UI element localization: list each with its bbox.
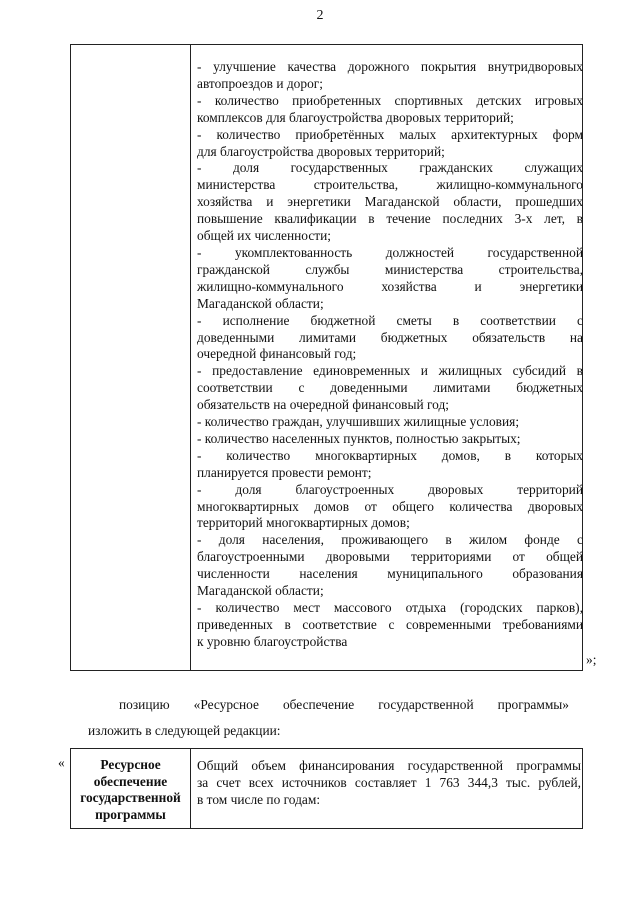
indicator-line: - предоставление единовременных и жилищных субсидий в (197, 363, 583, 379)
heading-line: Ресурсное (100, 757, 161, 772)
indicator-line: к уровню благоустройства (197, 633, 348, 649)
table-column-divider (190, 749, 191, 828)
indicator-line: - доля населения, проживающего в жилом фонде с (197, 532, 583, 548)
indicator-line: для благоустройства дворовых территорий; (197, 143, 445, 159)
heading-line: обеспечение (93, 773, 168, 789)
resource-description (197, 757, 581, 808)
indicator-line: приведенных в соответствие с современными требованиями (197, 616, 583, 632)
resource-heading (71, 757, 190, 823)
indicator-line: - количество многоквартирных домов, в которых (197, 447, 583, 463)
instruction-paragraph: изложить в следующей редакции: (88, 723, 281, 738)
indicator-line: повышение квалификации в течение последних 3-х лет, в (197, 211, 583, 227)
indicator-line: численности населения муниципального образования (197, 566, 583, 582)
indicator-line: общей их численности; (197, 228, 331, 244)
indicator-item (197, 600, 583, 651)
indicator-line: очередной финансовый год; (197, 346, 357, 362)
indicator-item (197, 313, 583, 364)
description-line: за счет всех источников составляет 1 763 344,3 тыс. рублей, (197, 775, 581, 790)
indicators-table (70, 44, 583, 671)
indicator-line: - улучшение качества дорожного покрытия внутридворовых (197, 59, 583, 74)
page-number: 2 (316, 8, 324, 23)
indicator-line: жилищно-коммунального хозяйства и энергетики (197, 278, 583, 294)
indicator-line: - исполнение бюджетной сметы в соответствии с (197, 312, 583, 328)
indicator-line: благоустроенными дворовыми территориями от общей (197, 549, 583, 565)
indicator-item (197, 363, 583, 414)
indicator-line: - укомплектованность должностей государственной (197, 244, 583, 260)
heading-line: программы (95, 806, 166, 822)
indicator-line: автопроездов и дорог; (197, 75, 323, 91)
indicator-line: доведенными лимитами бюджетных обязательств на (197, 329, 583, 345)
indicator-item (197, 59, 583, 93)
indicator-line: - количество граждан, улучшивших жилищные условия; (197, 414, 520, 430)
indicator-line: Магаданской области; (197, 583, 324, 599)
indicators-list (197, 59, 583, 651)
indicator-line: - количество населенных пунктов, полностью закрытых; (197, 430, 521, 446)
indicator-item (197, 127, 583, 161)
description-line: Общий объем финансирования государственной программы (197, 758, 581, 773)
resource-table (70, 748, 583, 829)
position-paragraph: позицию «Ресурсное обеспечение государственной программы» (119, 697, 569, 712)
indicator-item (197, 93, 583, 127)
heading-line: государственной (80, 790, 181, 805)
indicator-line: гражданской службы министерства строительства, (197, 261, 583, 277)
indicator-line: территорий многоквартирных домов; (197, 515, 410, 531)
indicator-line: - количество мест массового отдыха (городских парков), (197, 600, 583, 615)
description-line: в том числе по годам: (197, 792, 321, 807)
table-column-divider (190, 45, 191, 670)
indicator-line: Магаданской области; (197, 295, 324, 311)
indicator-line: министерства строительства, жилищно-коммунального (197, 177, 583, 193)
indicator-item (197, 160, 583, 245)
opening-quote: « (58, 755, 65, 770)
indicator-item (197, 245, 583, 313)
indicator-line: планируется провести ремонт; (197, 464, 372, 480)
indicator-line: комплексов для благоустройства дворовых территорий; (197, 109, 514, 125)
indicator-line: обязательств на очередной финансовый год; (197, 397, 449, 413)
closing-quote: »; (586, 652, 597, 667)
indicator-line: - доля благоустроенных дворовых территорий (197, 481, 583, 497)
indicator-line: - количество приобретённых малых архитектурных форм (197, 126, 583, 142)
indicator-line: - доля государственных гражданских служащих (197, 160, 583, 176)
indicator-item (197, 532, 583, 600)
indicator-line: соответствии с доведенными лимитами бюджетных (197, 380, 583, 396)
indicator-item (197, 431, 583, 448)
indicator-item (197, 448, 583, 482)
indicator-line: хозяйства и энергетики Магаданской области, прошедших (197, 194, 583, 210)
indicator-line: многоквартирных домов от общего количества дворовых (197, 498, 583, 514)
indicator-line: - количество приобретенных спортивных детских игровых (197, 92, 583, 108)
indicator-item (197, 414, 583, 431)
indicator-item (197, 482, 583, 533)
